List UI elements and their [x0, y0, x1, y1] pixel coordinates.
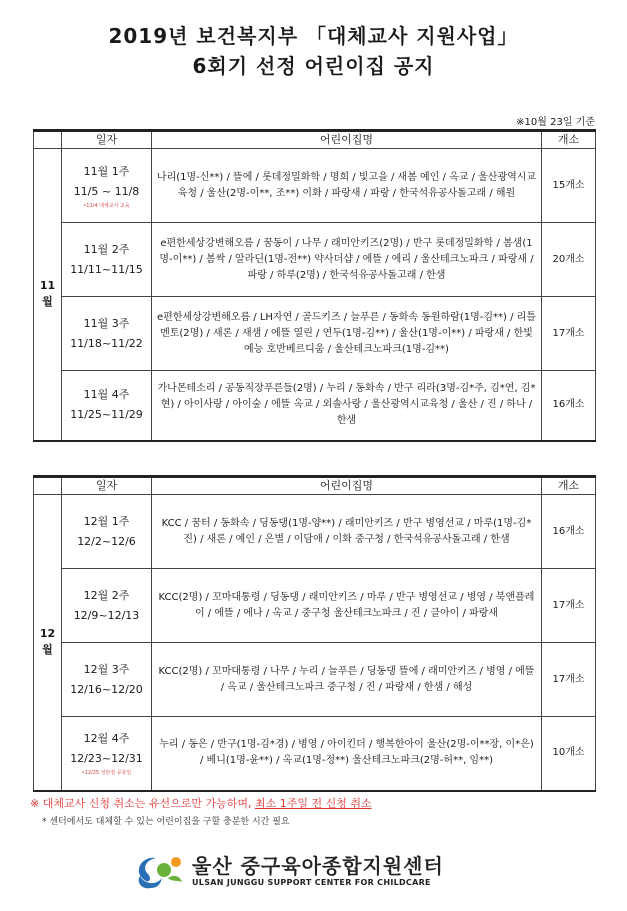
- table-row: [34, 495, 596, 569]
- as-of-date: ※10월 23일 기준: [516, 117, 595, 128]
- daycare-count: 10개소: [542, 717, 596, 791]
- header-count: 개소: [542, 477, 596, 495]
- table-row: [34, 371, 596, 441]
- daycare-names: e편한세상강변해오름 / 꿈동이 / 나무 / 래미안키즈(2명) / 반구 롯데정밀화학 / 봄샘(1명-이**) / 봄싹 / 알라딘(1명-전**) 약사더샵 / 에뜰 / 에리 / 울산테크노파크 / 파랑새 / 파랑 / 하루(2명) / 한국석유공사돌고래 / 한샘: [152, 223, 542, 297]
- daycare-names: 나리(1명-신**) / 뜰에 / 롯데정밀화학 / 명희 / 빛고을 / 새봄 예인 / 옥교 / 울산광역시교육청 / 울산(2명-이**, 조**) 이화 / 파랑새 / 파랑 / 한국석유공사돌고래 / 해원: [152, 149, 542, 223]
- header-count: 개소: [542, 131, 596, 149]
- week-label: 12월 2주: [83, 588, 130, 602]
- cancel-notice-emphasis: 최소 1주일 전 신청 취소: [254, 797, 372, 810]
- week-date: 11/25~11/29: [70, 408, 143, 422]
- month-cell: 12 월: [34, 495, 62, 791]
- november-table: [33, 129, 596, 442]
- table-row: [34, 149, 596, 223]
- week-cell: [62, 643, 152, 717]
- daycare-count: 16개소: [542, 495, 596, 569]
- week-label: 11월 3주: [83, 316, 130, 330]
- header-names: 어린이집명: [152, 131, 542, 149]
- daycare-names: 가나몬테소리 / 공동직장푸른들(2명) / 누리 / 동화속 / 반구 리라(3명-김*주, 김*연, 김*현) / 아이사랑 / 아이숲 / 에뜰 옥교 / 외솔사랑 / 울산광역시교육청 / 울산 / 진 / 하나 / 한샘: [152, 371, 542, 441]
- center-logo-name: 울산 중구육아종합지원센터: [192, 854, 444, 878]
- week-date: 11/18~11/22: [70, 336, 143, 350]
- page-title-line1: 2019년 보건복지부 「대체교사 지원사업」: [108, 24, 519, 48]
- week-label: 12월 4주: [83, 732, 130, 746]
- cancel-notice-text: ※ 대체교사 신청 취소는 유선으로만 가능하며,: [30, 797, 255, 810]
- header-empty: [34, 477, 62, 495]
- table-row: [34, 643, 596, 717]
- week-note: •11/4 대체교사 교육: [83, 202, 130, 209]
- daycare-count: 17개소: [542, 643, 596, 717]
- week-date: 11/11~11/15: [70, 262, 143, 276]
- daycare-count: 17개소: [542, 297, 596, 371]
- table-row: [34, 717, 596, 791]
- page-title-line2: 6회기 선정 어린이집 공지: [192, 54, 435, 78]
- table-header-row: [34, 131, 596, 149]
- week-date: 12/9~12/13: [73, 608, 140, 622]
- week-cell: [62, 149, 152, 223]
- week-label: 11월 1주: [83, 164, 130, 178]
- december-table: [33, 475, 596, 792]
- center-notice: * 센터에서도 대체할 수 있는 어린이집을 구할 충분한 시간 필요: [42, 817, 290, 827]
- table-row: [34, 223, 596, 297]
- daycare-names: KCC / 꿈터 / 동화속 / 딩동댕(1명-양**) / 래미안키즈 / 반구 병영선교 / 마루(1명-김*진) / 새론 / 예인 / 은별 / 이담애 / 이화 중구청 / 한국석유공사돌고래 / 한샘: [152, 495, 542, 569]
- daycare-count: 16개소: [542, 371, 596, 441]
- week-cell: [62, 297, 152, 371]
- table-row: [34, 569, 596, 643]
- daycare-count: 20개소: [542, 223, 596, 297]
- daycare-names: KCC(2명) / 꼬마대통령 / 나무 / 누리 / 늘푸른 / 딩동댕 뜰에 / 래미안키즈 / 병영 / 에뜰 / 옥교 / 울산테크노파크 중구청 / 진 / 파랑새 / 한샘 / 해성: [152, 643, 542, 717]
- week-label: 11월 2주: [83, 242, 130, 256]
- table-row: [34, 297, 596, 371]
- week-cell: [62, 495, 152, 569]
- center-logo-name-en: ULSAN JUNGGU SUPPORT CENTER FOR CHILDCARE: [192, 878, 431, 887]
- daycare-count: 17개소: [542, 569, 596, 643]
- week-note: •12/25 성탄절 공휴일: [81, 770, 132, 777]
- week-label: 12월 1주: [83, 514, 130, 528]
- week-cell: [62, 371, 152, 441]
- header-names: 어린이집명: [152, 477, 542, 495]
- center-logo: [132, 848, 492, 896]
- week-label: 11월 4주: [83, 388, 130, 402]
- daycare-names: 누리 / 동은 / 반구(1명-김*경) / 병영 / 아이킨더 / 행복한아이 울산(2명-이**장, 이*은) / 베니(1명-윤**) / 옥교(1명-정**) 울산테크노파크(2명-허**, 임**): [152, 717, 542, 791]
- center-logo-icon: [132, 848, 188, 894]
- week-date: 12/23~12/31: [70, 752, 143, 766]
- header-empty: [34, 131, 62, 149]
- table-header-row: [34, 477, 596, 495]
- week-date: 12/2~12/6: [77, 534, 136, 548]
- week-cell: [62, 717, 152, 791]
- daycare-names: KCC(2명) / 꼬마대통령 / 딩동댕 / 래미안키즈 / 마루 / 반구 병영선교 / 병영 / 북앤플레이 / 에뜰 / 에나 / 옥교 / 중구청 울산테크노파크 / 진 / 클아이 / 파랑새: [152, 569, 542, 643]
- week-cell: [62, 569, 152, 643]
- month-cell: 11 월: [34, 149, 62, 441]
- daycare-count: 15개소: [542, 149, 596, 223]
- cancel-notice: [30, 795, 372, 811]
- week-date: 12/16~12/20: [70, 682, 143, 696]
- week-date: 11/5 ~ 11/8: [73, 184, 140, 198]
- header-date: 일자: [62, 131, 152, 149]
- week-label: 12월 3주: [83, 662, 130, 676]
- week-cell: [62, 223, 152, 297]
- daycare-names: e편한세상강변해오름 / LH자연 / 골드키즈 / 늘푸른 / 동화속 동원하람(1명-김**) / 리틀멘토(2명) / 새론 / 새샘 / 에뜰 열린 / 연두(1명-김**) / 울산(1명-이**) / 파랑새 / 한빛예능 호반베르디움 / 울산테크노파크(1명-김**): [152, 297, 542, 371]
- header-date: 일자: [62, 477, 152, 495]
